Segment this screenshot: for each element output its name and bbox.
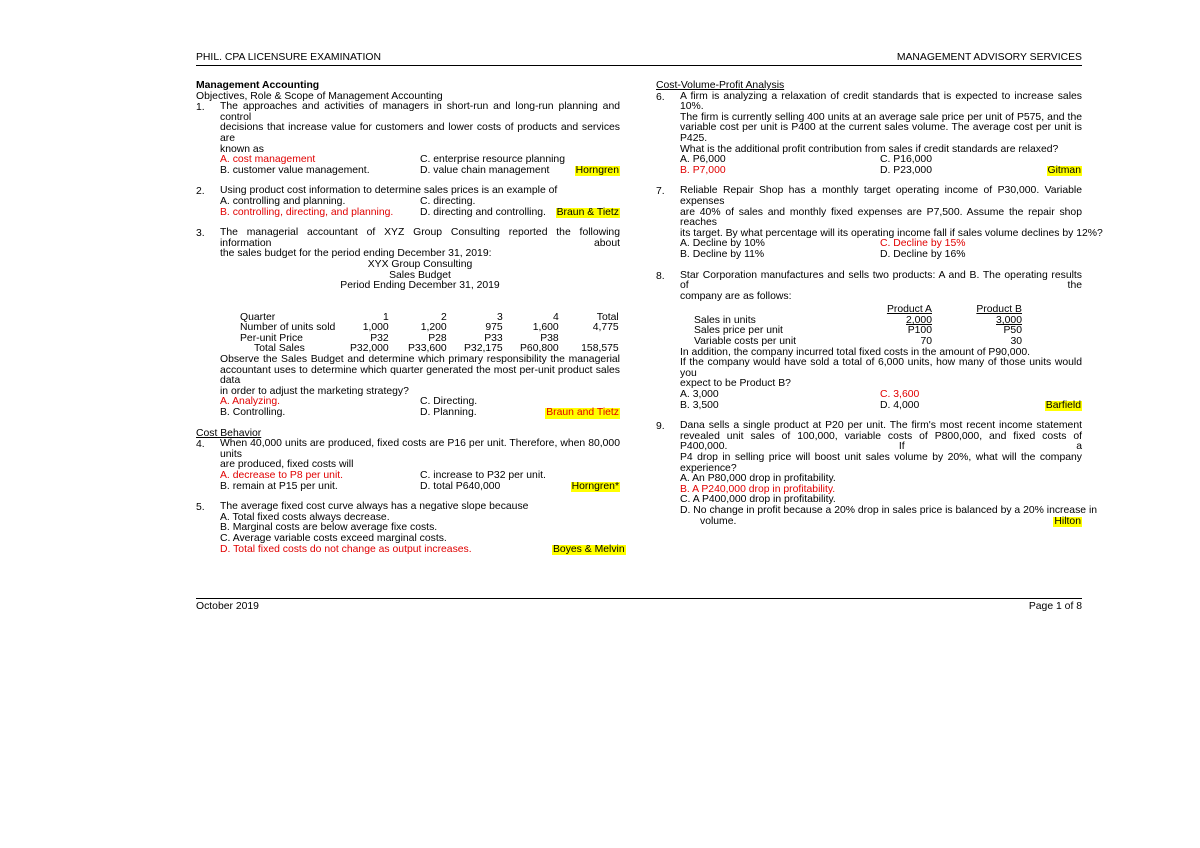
question-text-line: Observe the Sales Budget and determine which primary responsibility the managerial <box>220 354 620 366</box>
table-cell: 4 <box>552 311 559 323</box>
table-cell: 1 <box>382 311 389 323</box>
question-number: 5. <box>196 502 205 514</box>
table-cell: 4,775 <box>592 322 619 334</box>
question-6 <box>656 92 1082 177</box>
option-a: A. P6,000 <box>680 154 726 166</box>
option-a: A. controlling and planning. <box>220 195 346 207</box>
table-cell: P33 <box>484 332 503 344</box>
budget-period: Period Ending December 31, 2019 <box>340 280 500 292</box>
question-text-line: Reliable Repair Shop has a monthly target operating income of P30,000. Variable expenses <box>680 185 1082 207</box>
question-text-line: When 40,000 units are produced, fixed costs are P16 per unit. Therefore, when 80,000 units <box>220 438 620 460</box>
table-cell: 2,000 <box>905 314 932 326</box>
option-c: C. increase to P32 per unit. <box>420 470 546 481</box>
table-cell: 1,200 <box>420 322 447 334</box>
option-c: C. A P400,000 drop in profitability. <box>680 494 836 506</box>
question-text-line: experience? <box>680 462 737 474</box>
budget-title: Sales Budget <box>389 269 451 281</box>
question-text-line: are 40% of sales and monthly fixed expenses are P7,500. Assume the repair shop reaches <box>680 206 1082 229</box>
question-text-line: A firm is analyzing a relaxation of credit standards that is expected to increase sales 10%. <box>680 90 1082 113</box>
option-c: C. Decline by 15% <box>880 238 966 250</box>
option-b: B. controlling, directing, and planning. <box>220 206 394 218</box>
source-tag: Braun & Tietz <box>556 206 619 218</box>
source-tag: Horngren* <box>571 480 619 492</box>
table-cell: Variable costs per unit <box>694 336 797 348</box>
option-b: B. P7,000 <box>680 164 726 176</box>
question-text-line: The average fixed cost curve always has a negative slope because <box>220 501 529 513</box>
option-a: A. Total fixed costs always decrease. <box>220 511 390 523</box>
question-text-line: its target. By what percentage will its operating income fall if sales volume declines by 12%? <box>680 227 1103 239</box>
question-text-line: If the company would have sold a total of 6,000 units, how many of those units would you <box>680 357 1082 379</box>
table-cell: P50 <box>1003 325 1022 337</box>
table-cell: P33,600 <box>408 343 447 355</box>
option-c: C. directing. <box>420 195 476 207</box>
table-cell: Sales in units <box>694 314 756 326</box>
table-cell: 3 <box>496 311 503 323</box>
table-header-product-b: Product B <box>976 304 1022 316</box>
question-text-line: in order to adjust the marketing strategy? <box>220 385 409 397</box>
table-cell: Sales price per unit <box>694 325 783 337</box>
question-3 <box>196 228 620 419</box>
option-d: D. P23,000 <box>880 164 932 176</box>
table-header-product-a: Product A <box>886 304 932 316</box>
table-cell: P28 <box>428 332 447 344</box>
table-cell: Total <box>596 311 619 323</box>
table-cell: P32 <box>370 332 389 344</box>
option-b: B. Marginal costs are below average fixe costs. <box>220 522 438 534</box>
question-number: 2. <box>196 186 205 198</box>
question-text-line: The managerial accountant of XYZ Group Consulting reported the following information about <box>220 227 620 249</box>
table-cell: 70 <box>920 336 932 348</box>
option-d: D. total P640,000 <box>420 480 501 492</box>
source-tag: Boyes & Melvin <box>553 543 625 555</box>
source-tag: Hilton <box>1054 515 1081 527</box>
section-title-management-accounting: Management Accounting <box>196 80 320 91</box>
question-text-line: revealed unit sales of 100,000, variable costs of P800,000, and fixed costs of P400,000. If a <box>680 430 1082 453</box>
question-text-line: company are as follows: <box>680 290 792 302</box>
question-number: 9. <box>656 421 665 433</box>
question-text-line: P4 drop in selling price will boost unit sales volume by 20%, what will the company <box>680 452 1082 463</box>
question-number: 7. <box>656 186 665 198</box>
section-title-cvp: Cost-Volume-Profit Analysis <box>656 80 785 91</box>
option-c: C. Average variable costs exceed marginal costs. <box>220 532 447 544</box>
question-text-line: are produced, fixed costs will <box>220 459 354 471</box>
option-a: A. Analyzing. <box>220 396 281 408</box>
source-tag: Gitman <box>1047 164 1081 176</box>
question-number: 4. <box>196 439 205 451</box>
option-d: D. Planning. <box>420 407 477 419</box>
option-b: B. Decline by 11% <box>680 248 765 260</box>
question-text-line: In addition, the company incurred total fixed costs in the amount of P90,000. <box>680 346 1031 358</box>
table-cell: 158,575 <box>581 343 619 355</box>
table-cell: 1,600 <box>532 322 559 334</box>
table-cell: Number of units sold <box>240 322 336 334</box>
question-text-line: The approaches and activities of managers in short-run and long-run planning and control <box>220 101 620 123</box>
option-d: D. value chain management <box>420 164 550 176</box>
exam-page <box>196 52 1103 622</box>
header-right: MANAGEMENT ADVISORY SERVICES <box>896 52 1082 63</box>
option-d: D. Decline by 16% <box>880 248 966 260</box>
option-a: A. decrease to P8 per unit. <box>220 470 344 481</box>
header-left: PHIL. CPA LICENSURE EXAMINATION <box>196 52 381 63</box>
table-cell: P100 <box>907 325 932 337</box>
table-cell: Per-unit Price <box>240 332 303 344</box>
option-a: A. Decline by 10% <box>680 238 765 250</box>
option-c: C. Directing. <box>420 396 478 408</box>
question-number: 6. <box>656 91 665 103</box>
option-d: D. Total fixed costs do not change as output increases. <box>220 543 472 555</box>
table-cell: 3,000 <box>995 314 1022 326</box>
question-2 <box>196 186 620 218</box>
table-cell: 2 <box>440 311 447 323</box>
question-text-line: accountant uses to determine which quarter generated the most per-unit product sales data <box>220 364 620 387</box>
sales-budget-table <box>240 313 619 355</box>
question-8 <box>656 271 1082 412</box>
right-column <box>656 80 1103 527</box>
table-cell: Total Sales <box>254 343 305 355</box>
question-7 <box>656 185 1103 260</box>
footer-page-number: Page 1 of 8 <box>1028 601 1082 612</box>
left-column <box>196 80 625 555</box>
source-tag: Braun and Tietz <box>546 407 619 419</box>
option-d: D. directing and controlling. <box>420 206 546 218</box>
option-d-continued: volume. <box>700 515 737 527</box>
page-header <box>196 52 1082 66</box>
question-5 <box>196 501 625 555</box>
question-number: 1. <box>196 102 205 114</box>
option-a: A. 3,000 <box>680 389 719 401</box>
table-cell: 975 <box>485 322 503 334</box>
option-d: D. 4,000 <box>880 399 920 411</box>
footer-date: October 2019 <box>196 601 259 612</box>
question-text-line: What is the additional profit contribution from sales if credit standards are relaxed? <box>680 143 1059 155</box>
question-text-line: Star Corporation manufactures and sells two products: A and B. The operating results of the <box>680 269 1082 292</box>
option-b: B. customer value management. <box>220 164 370 176</box>
question-text-line: variable cost per unit is P400 at the current sales volume. The average cost per unit is P425. <box>680 122 1082 144</box>
subsection-objectives: Objectives, Role & Scope of Management Accounting <box>196 90 443 102</box>
table-cell: P38 <box>540 332 559 344</box>
option-b: B. remain at P15 per unit. <box>220 480 338 492</box>
option-c: C. 3,600 <box>880 389 920 401</box>
question-9 <box>656 420 1098 527</box>
option-c: C. P16,000 <box>880 154 932 166</box>
table-cell: P32,175 <box>464 343 503 355</box>
question-number: 3. <box>196 228 205 240</box>
question-text-line: the sales budget for the period ending December 31, 2019: <box>220 248 492 260</box>
source-tag: Barfield <box>1045 399 1081 411</box>
question-4 <box>196 439 620 492</box>
option-b: B. A P240,000 drop in profitability. <box>680 483 836 495</box>
option-a: A. cost management <box>220 154 316 166</box>
question-text-line: Using product cost information to determine sales prices is an example of <box>220 185 558 197</box>
table-cell: P32,000 <box>350 343 389 355</box>
question-1 <box>196 102 620 176</box>
option-b: B. Controlling. <box>220 407 286 419</box>
question-number: 8. <box>656 270 665 282</box>
question-text-line: known as <box>220 143 264 155</box>
question-text-line: Dana sells a single product at P20 per unit. The firm's most recent income statement <box>680 420 1082 432</box>
option-a: A. An P80,000 drop in profitability. <box>680 473 836 485</box>
table-cell: P60,800 <box>520 343 559 355</box>
budget-company-name: XYX Group Consulting <box>367 258 473 270</box>
option-b: B. 3,500 <box>680 399 719 411</box>
question-text-line: The firm is currently selling 400 units at an average sale price per unit of P575, and the <box>680 111 1082 123</box>
question-text-line: decisions that increase value for customers and lower costs of products and services are <box>220 122 620 144</box>
table-cell: 30 <box>1010 336 1022 348</box>
table-cell: Quarter <box>240 311 276 323</box>
page-footer <box>196 598 1082 612</box>
source-tag: Horngren <box>575 164 619 176</box>
product-results-table <box>694 305 1022 347</box>
table-cell: 1,000 <box>362 322 389 334</box>
subsection-cost-behavior: Cost Behavior <box>196 427 262 439</box>
option-d: D. No change in profit because a 20% drop in sales price is balanced by a 20% increase in <box>680 504 1098 516</box>
option-c: C. enterprise resource planning <box>420 154 565 166</box>
question-text-line: expect to be Product B? <box>680 378 791 390</box>
